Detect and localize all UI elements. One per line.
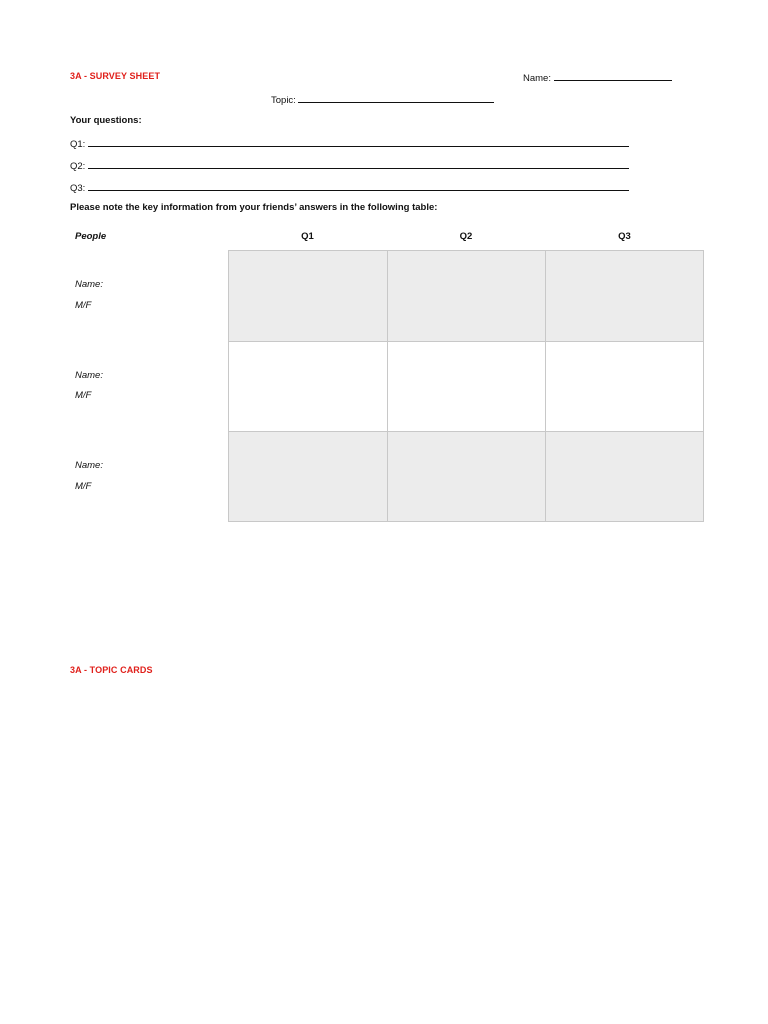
survey-sheet-title: 3A - SURVEY SHEET: [70, 71, 161, 81]
cell-r3-q2[interactable]: [387, 431, 546, 522]
header-q3: Q3: [618, 231, 631, 242]
row-1-name-label: Name:: [75, 279, 103, 290]
answers-grid: [228, 250, 704, 522]
cell-r1-q2[interactable]: [387, 250, 546, 342]
q2-underline[interactable]: [88, 159, 629, 169]
cell-r3-q1[interactable]: [228, 431, 388, 522]
q1-underline[interactable]: [88, 137, 629, 147]
q1-label: Q1:: [70, 139, 86, 150]
topic-label: Topic:: [271, 95, 296, 106]
name-underline[interactable]: [554, 71, 672, 81]
row-2-gender-label: M/F: [75, 390, 92, 401]
q2-label: Q2:: [70, 161, 86, 172]
header-people: People: [75, 231, 107, 242]
instruction-text: Please note the key information from your friends’ answers in the following table:: [70, 202, 438, 213]
row-1-gender-label: M/F: [75, 300, 92, 311]
topic-field[interactable]: [271, 93, 494, 106]
row-3-gender-label: M/F: [75, 481, 92, 492]
topic-underline[interactable]: [298, 93, 494, 103]
q1-field[interactable]: [70, 137, 629, 150]
cell-r3-q3[interactable]: [545, 431, 704, 522]
cell-r1-q3[interactable]: [545, 250, 704, 342]
name-label: Name:: [523, 73, 551, 84]
header-q1: Q1: [301, 231, 314, 242]
header-q2: Q2: [459, 231, 473, 242]
row-2-name-label: Name:: [75, 370, 103, 381]
your-questions-heading: Your questions:: [70, 115, 142, 126]
cell-r2-q3[interactable]: [545, 341, 704, 432]
q3-field[interactable]: [70, 181, 629, 194]
q3-label: Q3:: [70, 183, 86, 194]
q3-underline[interactable]: [88, 181, 629, 191]
cell-r2-q1[interactable]: [228, 341, 388, 432]
q2-field[interactable]: [70, 159, 629, 172]
cell-r1-q1[interactable]: [228, 250, 388, 342]
name-field[interactable]: [523, 71, 672, 84]
cell-r2-q2[interactable]: [387, 341, 546, 432]
row-3-name-label: Name:: [75, 460, 103, 471]
topic-cards-title: 3A - TOPIC CARDS: [70, 665, 153, 675]
